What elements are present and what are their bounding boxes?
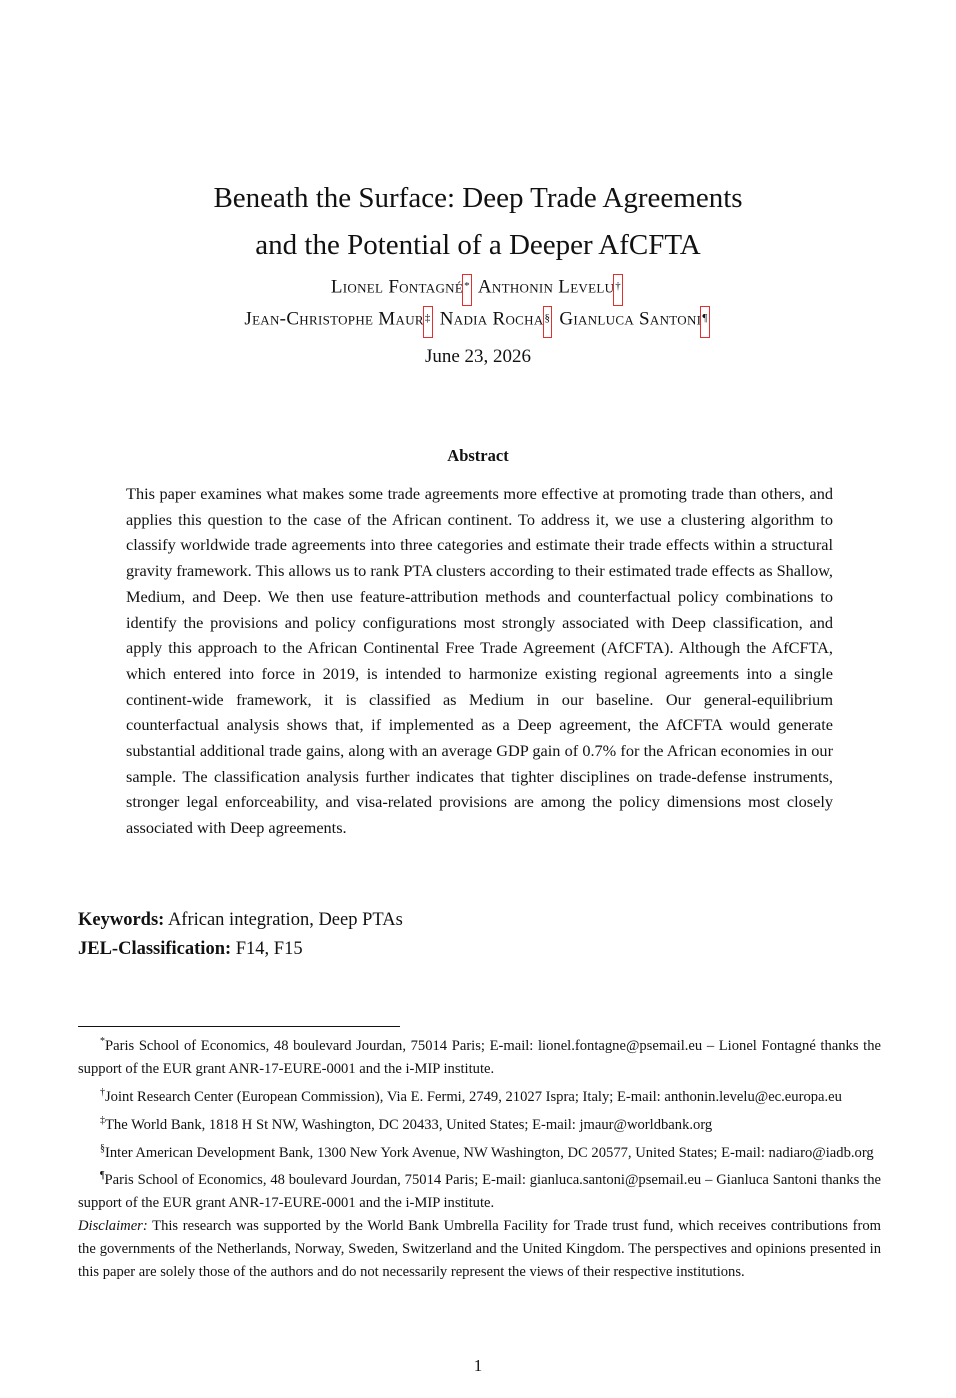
footnote-text: Inter American Development Bank, 1300 New York Avenue, NW Washington, DC 20577, United States; E-mail: nadiaro@iadb.org — [105, 1144, 874, 1161]
author-name: Gianluca Santoni — [559, 308, 702, 330]
abstract-heading: Abstract — [447, 446, 509, 465]
keywords-value: African integration, Deep PTAs — [167, 910, 403, 930]
jel-value: F14, F15 — [235, 939, 303, 959]
keywords-label: Keywords: — [78, 910, 165, 930]
publication-date: June 23, 2026 — [424, 346, 532, 367]
footnote — [78, 1081, 881, 1109]
footnote-text: Paris School of Economics, 48 boulevard Jourdan, 75014 Paris; E-mail: gianluca.santoni@psemail.eu – Gianluca Santoni thanks the support of the EUR grant ANR-17-EURE-0001 and the i-MIP institute. — [78, 1172, 881, 1212]
title-line-1: Beneath the Surface: Deep Trade Agreements — [213, 182, 743, 215]
author-name: Anthonin Levelu — [477, 276, 615, 298]
footnote — [78, 1164, 881, 1215]
footnote-separator — [78, 1026, 400, 1027]
disclaimer-label: Disclaimer: — [78, 1218, 148, 1235]
footnote-link[interactable]: ‡ — [423, 306, 433, 338]
keywords-line — [78, 910, 403, 931]
footnote — [78, 1030, 881, 1081]
footnote-mark: * — [100, 1036, 105, 1047]
footnote-link[interactable]: § — [543, 306, 553, 338]
author-name: Nadia Rocha — [439, 308, 544, 330]
author-line-1 — [0, 270, 956, 302]
disclaimer-text: This research was supported by the World Bank Umbrella Facility for Trade trust fund, which receives contributions from the governments of the Netherlands, Norway, Sweden, Switzerland and the United Kingdom. The perspectives and opinions presented in this paper are solely those of the authors and do not necessarily represent the views of their respective institutions. — [78, 1218, 881, 1281]
footnote-mark: § — [100, 1142, 105, 1154]
footnote-text: Paris School of Economics, 48 boulevard Jourdan, 75014 Paris; E-mail: lionel.fontagne@psemail.eu – Lionel Fontagné thanks the support of the EUR grant ANR-17-EURE-0001 and the i-MIP institute. — [78, 1037, 881, 1077]
footnote-link[interactable]: † — [613, 274, 623, 306]
footnote-mark: † — [100, 1086, 105, 1098]
abstract-text: This paper examines what makes some trade agreements more effective at promoting trade than others, and applies this question to the case of the African continent. To address it, we use a clustering algorithm to classify worldwide trade agreements into three categories and estimate their trade effects within a structural gravity framework. This allows us to rank PTA clusters according to their estimated trade effects as Shallow, Medium, and Deep. We then use feature-attribution methods and counterfactual policy combinations to identify the provisions and policy configurations most strongly associated with Deep classification, and apply this approach to the African Continental Free Trade Agreement (AfCFTA). Although the AfCFTA, which entered into force in 2019, is intended to harmonize existing regional agreements into a single continent-wide framework, it is classified as Medium in our baseline. Our general-equilibrium counterfactual analysis shows that, if implemented as a Deep agreement, the AfCFTA would generate substantial additional trade gains, along with an average GDP gain of 0.7% for the African economies in our sample. The classification analysis further indicates that tighter disciplines on trade-defense instruments, stronger legal enforceability, and visa-related provisions are among the policy dimensions most closely associated with Deep agreements. — [126, 484, 833, 838]
footnote-link[interactable]: ¶ — [700, 306, 709, 338]
author-line-2 — [0, 302, 956, 334]
footnote-text: Joint Research Center (European Commission), Via E. Fermi, 2749, 21027 Ispra; Italy; E-mail: anthonin.levelu@ec.europa.eu — [105, 1088, 842, 1105]
disclaimer — [78, 1215, 881, 1284]
page-number: 1 — [473, 1356, 483, 1375]
footnote-mark: ‡ — [100, 1114, 105, 1126]
footnote — [78, 1109, 881, 1137]
author-name: Lionel Fontagné — [330, 276, 464, 298]
footnote-mark: ¶ — [100, 1170, 105, 1182]
footnote — [78, 1137, 881, 1165]
author-list — [0, 270, 956, 335]
jel-line — [78, 939, 303, 960]
title-line-2: and the Potential of a Deeper AfCFTA — [255, 229, 701, 262]
footnote-link[interactable]: * — [462, 274, 472, 306]
author-name: Jean-Christophe Maur — [244, 308, 424, 330]
paper-title — [0, 175, 956, 269]
footnotes — [78, 1030, 881, 1284]
jel-label: JEL-Classification: — [78, 939, 232, 959]
footnote-text: The World Bank, 1818 H St NW, Washington, DC 20433, United States; E-mail: jmaur@worldbank.org — [105, 1116, 713, 1133]
